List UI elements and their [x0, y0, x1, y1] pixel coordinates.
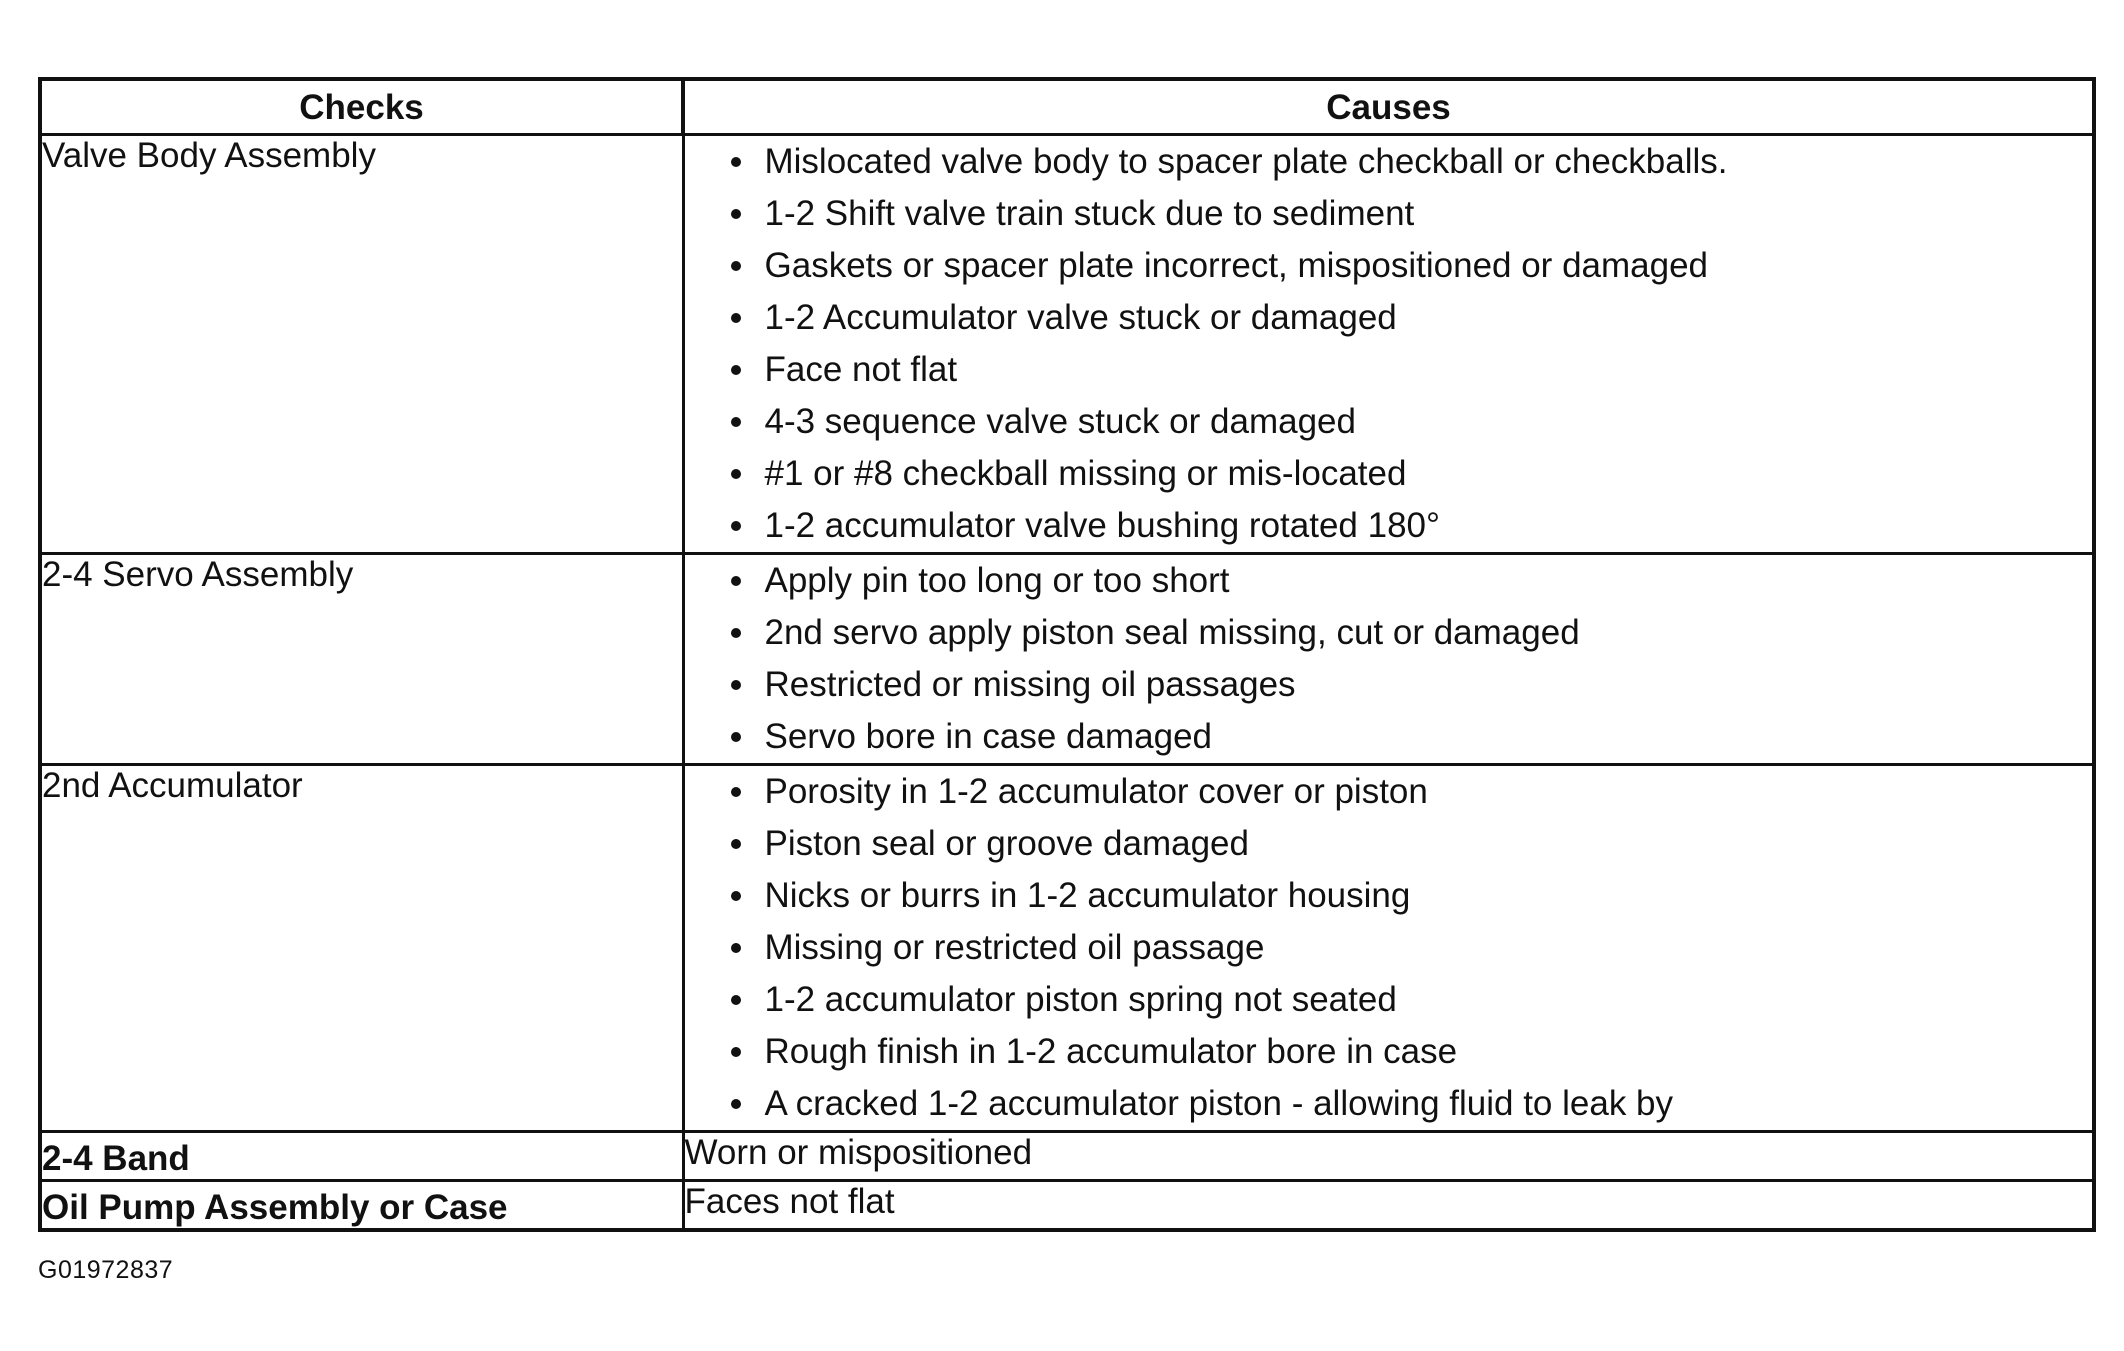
cause-item [731, 136, 2093, 188]
check-cell: 2-4 Servo Assembly [40, 554, 683, 765]
cause-text: Apply pin too long or too short [764, 561, 1230, 600]
table-row [40, 135, 2094, 554]
cause-item [731, 188, 2093, 240]
table-row [40, 1132, 2094, 1181]
bullet-icon [731, 313, 741, 323]
cause-item [731, 500, 2093, 552]
bullet-icon [731, 995, 741, 1005]
cause-item [731, 711, 2093, 763]
cause-item [731, 974, 2093, 1026]
bullet-icon [731, 521, 741, 531]
cause-text: Porosity in 1-2 accumulator cover or piston [764, 772, 1428, 811]
causes-column-header: Causes [683, 79, 2094, 135]
cause-item [731, 659, 2093, 711]
cause-text: Nicks or burrs in 1-2 accumulator housing [764, 876, 1411, 915]
cause-item [731, 1078, 2093, 1130]
bullet-icon [731, 209, 741, 219]
bullet-icon [731, 576, 741, 586]
cause-text: 2nd servo apply piston seal missing, cut or damaged [764, 613, 1580, 652]
checks-causes-table [38, 77, 2096, 1232]
check-cell: 2nd Accumulator [40, 765, 683, 1132]
cause-text: 4-3 sequence valve stuck or damaged [764, 402, 1356, 441]
cause-text: Missing or restricted oil passage [764, 928, 1265, 967]
cause-text: Rough finish in 1-2 accumulator bore in case [764, 1032, 1458, 1071]
cause-text: Restricted or missing oil passages [764, 665, 1296, 704]
cause-item [731, 766, 2093, 818]
cause-item [731, 448, 2093, 500]
bullet-icon [731, 891, 741, 901]
cause-item [731, 818, 2093, 870]
cause-text: Servo bore in case damaged [764, 717, 1212, 756]
checks-column-header: Checks [40, 79, 683, 135]
causes-list [685, 136, 2093, 552]
figure-code: G01972837 [38, 1256, 174, 1284]
cause-text: 1-2 accumulator valve bushing rotated 180° [764, 506, 1441, 545]
bullet-icon [731, 417, 741, 427]
causes-list [685, 555, 2093, 763]
causes-cell [683, 554, 2094, 765]
check-cell: Oil Pump Assembly or Case [40, 1181, 683, 1231]
cause-text: 1-2 accumulator piston spring not seated [764, 980, 1397, 1019]
cause-item [731, 607, 2093, 659]
bullet-icon [731, 261, 741, 271]
bullet-icon [731, 732, 741, 742]
bullet-icon [731, 839, 741, 849]
cause-cell: Worn or mispositioned [683, 1132, 2094, 1181]
table-row [40, 1181, 2094, 1231]
table-row [40, 554, 2094, 765]
cause-text: 1-2 Accumulator valve stuck or damaged [764, 298, 1397, 337]
causes-cell [683, 135, 2094, 554]
cause-text: 1-2 Shift valve train stuck due to sediment [764, 194, 1415, 233]
bullet-icon [731, 1099, 741, 1109]
cause-item [731, 240, 2093, 292]
cause-item [731, 922, 2093, 974]
table-header-row [40, 79, 2094, 135]
cause-item [731, 1026, 2093, 1078]
bullet-icon [731, 787, 741, 797]
causes-list [685, 766, 2093, 1130]
causes-cell [683, 765, 2094, 1132]
check-cell: Valve Body Assembly [40, 135, 683, 554]
cause-text: Face not flat [764, 350, 958, 389]
cause-item [731, 344, 2093, 396]
cause-item [731, 292, 2093, 344]
cause-cell: Faces not flat [683, 1181, 2094, 1231]
bullet-icon [731, 365, 741, 375]
bullet-icon [731, 628, 741, 638]
bullet-icon [731, 469, 741, 479]
cause-item [731, 396, 2093, 448]
cause-text: Gaskets or spacer plate incorrect, mispositioned or damaged [764, 246, 1709, 285]
bullet-icon [731, 157, 741, 167]
bullet-icon [731, 1047, 741, 1057]
cause-item [731, 870, 2093, 922]
cause-text: Mislocated valve body to spacer plate checkball or checkballs. [764, 142, 1728, 181]
cause-text: #1 or #8 checkball missing or mis-located [764, 454, 1407, 493]
bullet-icon [731, 680, 741, 690]
table-row [40, 765, 2094, 1132]
bullet-icon [731, 943, 741, 953]
cause-text: A cracked 1-2 accumulator piston - allowing fluid to leak by [764, 1084, 1674, 1123]
cause-item [731, 555, 2093, 607]
check-cell: 2-4 Band [40, 1132, 683, 1181]
cause-text: Piston seal or groove damaged [764, 824, 1249, 863]
